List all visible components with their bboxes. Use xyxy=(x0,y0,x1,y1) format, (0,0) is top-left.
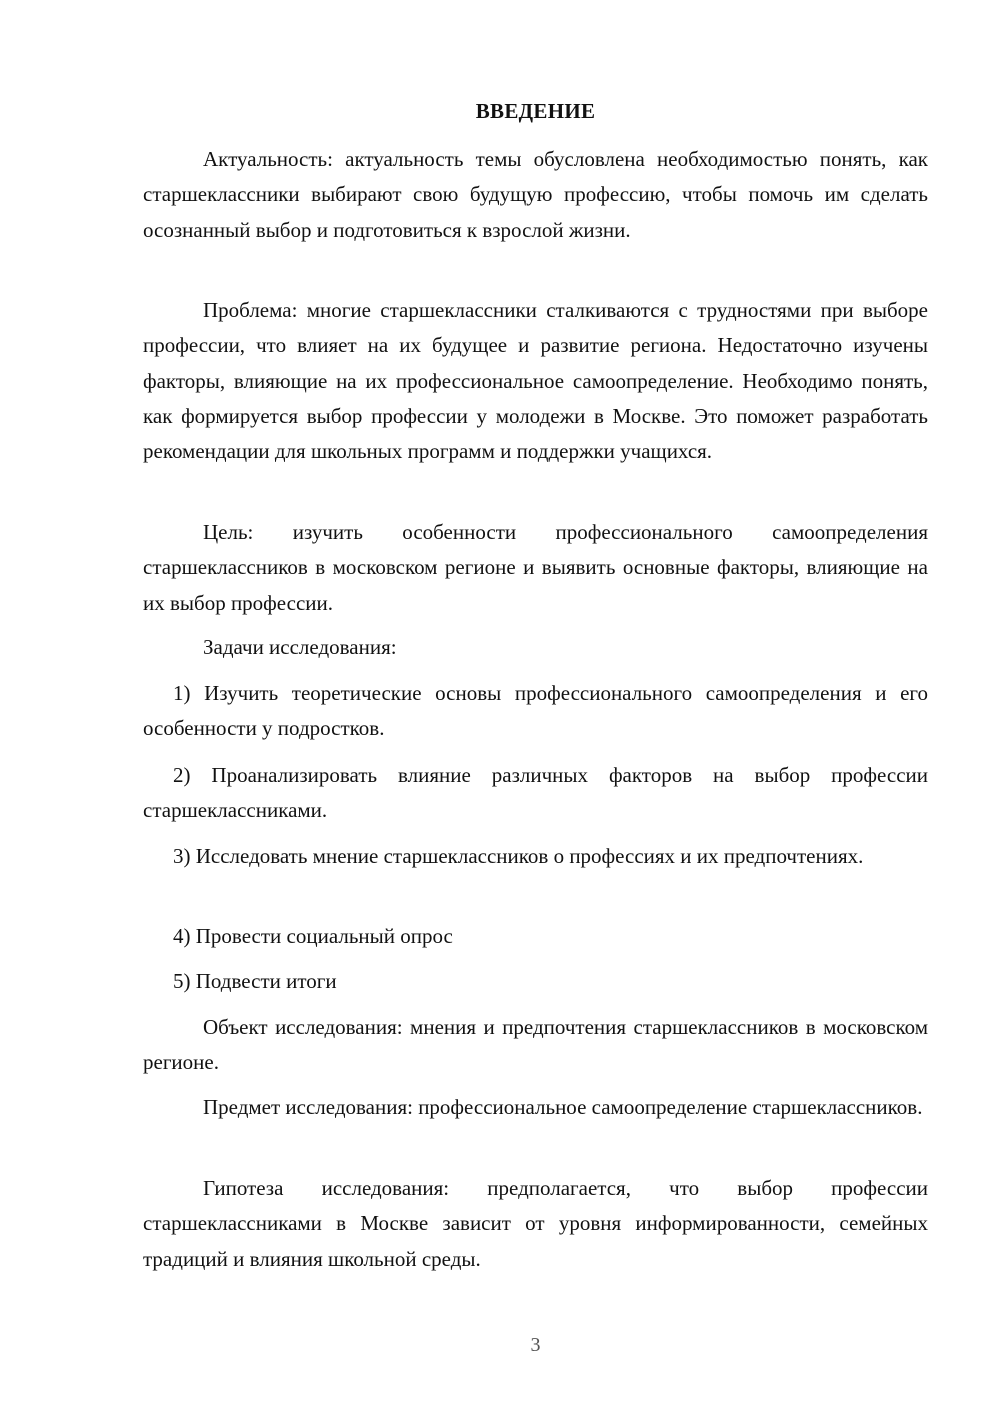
goal-paragraph: Цель: изучить особенности профессионального самоопределения старшеклассников в московском регионе и выявить основные факторы, влияющие на их выбор профессии. xyxy=(143,520,928,615)
task-item-4: 4) Провести социальный опрос xyxy=(173,924,453,948)
object-paragraph: Объект исследования: мнения и предпочтения старшеклассников в московском регионе. xyxy=(143,1015,928,1075)
subject-paragraph: Предмет исследования: профессиональное самоопределение старшеклассников. xyxy=(203,1095,923,1119)
document-page xyxy=(143,0,928,1414)
task-item-3: 3) Исследовать мнение старшеклассников о профессиях и их предпочтениях. xyxy=(173,844,864,868)
tasks-heading: Задачи исследования: xyxy=(203,635,397,659)
relevance-paragraph: Актуальность: актуальность темы обусловлена необходимостью понять, как старшеклассники выбирают свою будущую профессию, чтобы помочь им сделать осознанный выбор и подготовиться к взрослой жизни. xyxy=(143,147,928,242)
hypothesis-paragraph: Гипотеза исследования: предполагается, что выбор профессии старшеклассниками в Москве зависит от уровня информированности, семейных традиций и влияния школьной среды. xyxy=(143,1176,928,1271)
page-number: 3 xyxy=(530,1334,541,1356)
task-item-2: 2) Проанализировать влияние различных факторов на выбор профессии старшеклассниками. xyxy=(143,763,928,823)
problem-paragraph: Проблема: многие старшеклассники сталкиваются с трудностями при выборе профессии, что влияет на их будущее и развитие региона. Недостаточно изучены факторы, влияющие на их профессиональное самоопределение. Необходимо понять, как формируется выбор профессии у молодежи в Москве. Это поможет разработать рекомендации для школьных программ и поддержки учащихся. xyxy=(143,298,928,464)
page-title: ВВЕДЕНИЕ xyxy=(475,99,596,123)
task-item-1: 1) Изучить теоретические основы профессионального самоопределения и его особенности у подростков. xyxy=(143,681,928,741)
task-item-5: 5) Подвести итоги xyxy=(173,969,337,993)
